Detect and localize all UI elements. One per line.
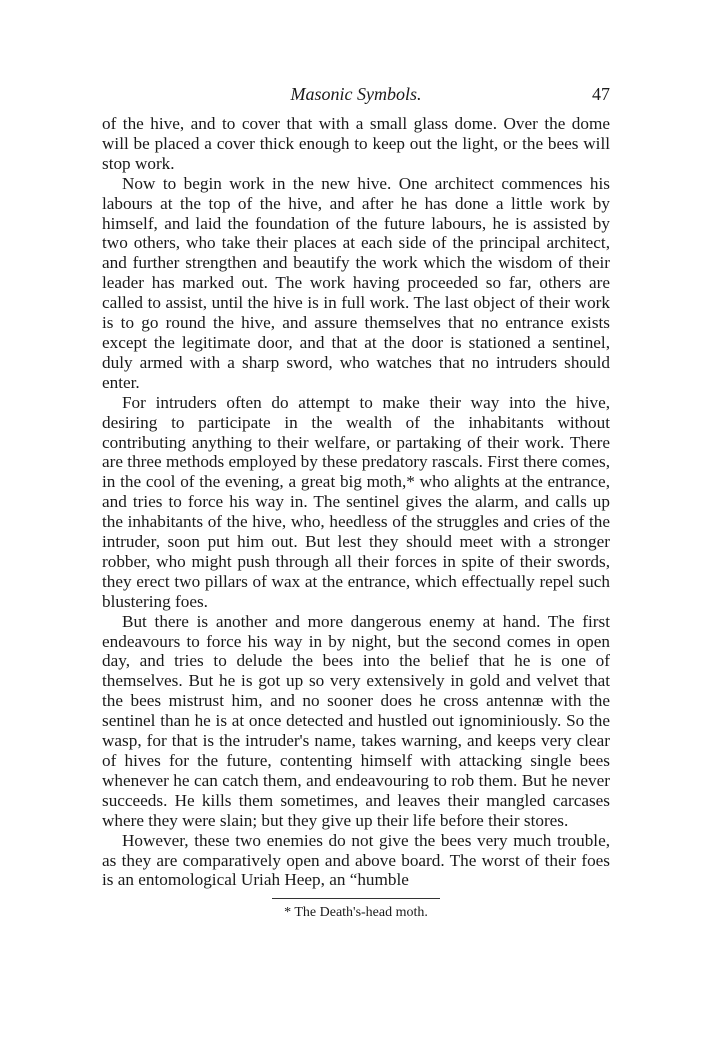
running-title: Masonic Symbols. xyxy=(290,84,422,104)
running-header xyxy=(102,84,610,114)
page-number: 47 xyxy=(592,84,610,104)
paragraph: Now to begin work in the new hive. One architect commences his labours at the top of the hive, and after he has done a little work by himself, and laid the foundation of the future labours, he is assisted by two others, who take their places at each side of the principal architect, and further strengthen and beautify the work which the wisdom of their leader has marked out. The work having proceeded so far, others are called to assist, until the hive is in full work. The last object of their work is to go round the hive, and assure themselves that no entrance exists except the legitimate door, and that at the door is stationed a sentinel, duly armed with a sharp sword, who watches that no intruders should enter. xyxy=(102,173,610,392)
body-text xyxy=(102,114,610,890)
paragraph: of the hive, and to cover that with a small glass dome. Over the dome will be placed a cover thick enough to keep out the light, or the bees will stop work. xyxy=(102,114,610,173)
paragraph: But there is another and more dangerous enemy at hand. The first endeavours to force his way in by night, but the second comes in open day, and tries to delude the bees into the belief that he is one of themselves. But he is got up so very extensively in gold and velvet that the bees mistrust him, and no sooner does he cross antennæ with the sentinel than he is at once detected and hustled out ignominiously. So the wasp, for that is the intruder's name, takes warning, and keeps very clear of hives for the future, contenting himself with attacking single bees whenever he can catch them, and endeavouring to rob them. But he never succeeds. He kills them sometimes, and leaves their mangled carcases where they were slain; but they give up their life before their stores. xyxy=(102,611,610,830)
footnote-rule xyxy=(272,898,440,899)
book-page xyxy=(102,84,610,922)
footnote: * The Death's-head moth. xyxy=(284,905,428,921)
paragraph: However, these two enemies do not give the bees very much trouble, as they are comparatively open and above board. The worst of their foes is an entomological Uriah Heep, an “humble xyxy=(102,830,610,890)
paragraph: For intruders often do attempt to make their way into the hive, desiring to participate in the wealth of the inhabitants without contributing anything to their welfare, or partaking of their work. There are three methods employed by these predatory rascals. First there comes, in the cool of the evening, a great big moth,* who alights at the entrance, and tries to force his way in. The sentinel gives the alarm, and calls up the inhabitants of the hive, who, heedless of the struggles and cries of the intruder, soon put him out. But lest they should meet with a stronger robber, who might push through all their forces in spite of their swords, they erect two pillars of wax at the entrance, which effectually repel such blustering foes. xyxy=(102,392,610,611)
